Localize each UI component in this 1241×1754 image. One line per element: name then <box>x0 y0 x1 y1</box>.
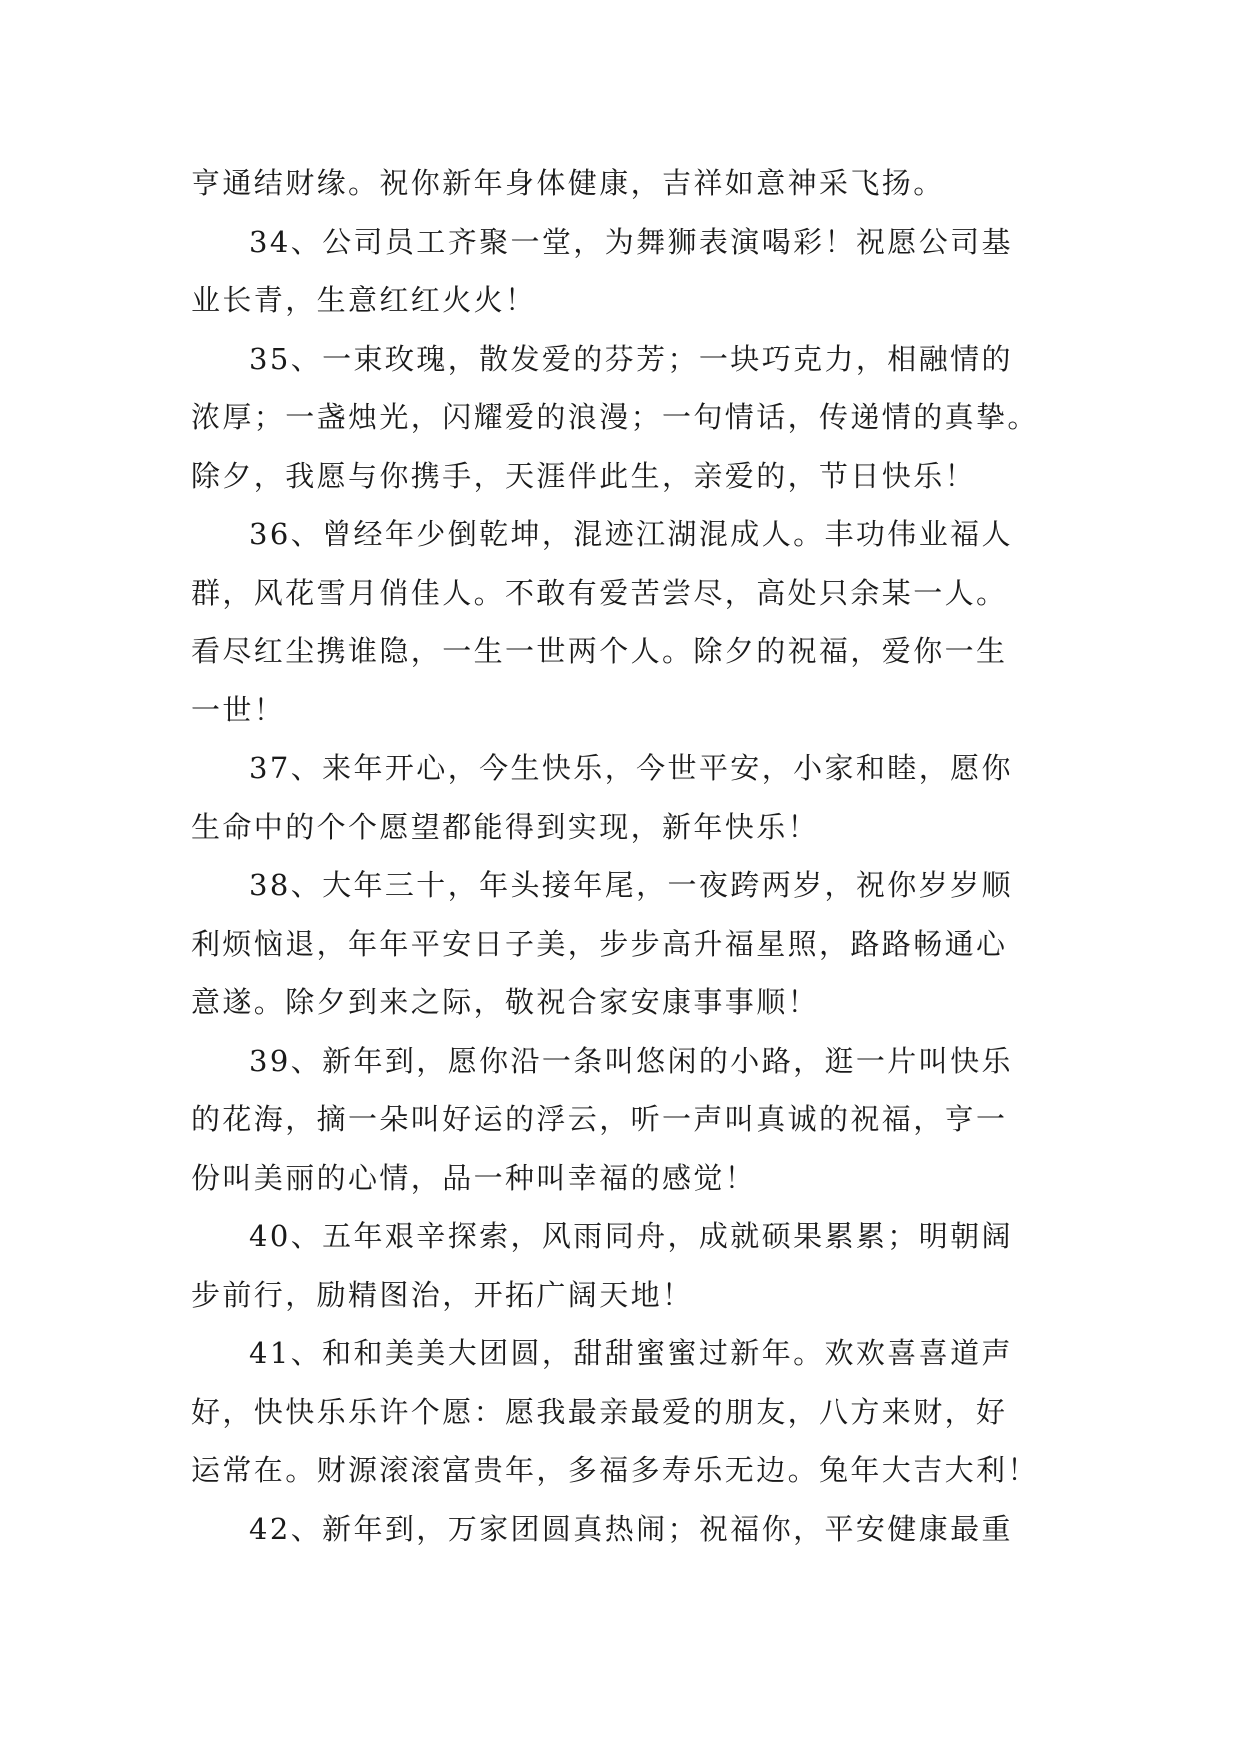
text-line: 一世！ <box>191 692 286 727</box>
text-line: 35、一束玫瑰，散发爱的芬芳；一块巧克力，相融情的 <box>249 341 1013 376</box>
text-line: 41、和和美美大团圆，甜甜蜜蜜过新年。欢欢喜喜道声 <box>249 1336 1013 1370</box>
text-line: 42、新年到，万家团圆真热闹；祝福你，平安健康最重 <box>249 1511 1013 1546</box>
text-line: 40、五年艰辛探索，风雨同舟，成就硕果累累；明朝阔 <box>249 1219 1013 1253</box>
text-line: 意遂。除夕到来之际，敬祝合家安康事事顺！ <box>191 985 820 1019</box>
document-body <box>191 154 1051 1558</box>
text-line: 浓厚；一盏烛光，闪耀爱的浪漫；一句情话，传递情的真挚。 <box>191 400 1039 434</box>
text-line: 37、来年开心，今生快乐，今世平安，小家和睦，愿你 <box>249 751 1013 785</box>
text-line: 39、新年到，愿你沿一条叫悠闲的小路，逛一片叫快乐 <box>249 1043 1013 1078</box>
text-line: 份叫美丽的心情，品一种叫幸福的感觉！ <box>191 1160 757 1195</box>
text-line: 运常在。财源滚滚富贵年，多福多寿乐无边。兔年大吉大利！ <box>191 1453 1039 1487</box>
text-line: 群，风花雪月俏佳人。不敢有爱苦尝尽，高处只余某一人。 <box>191 575 1008 610</box>
text-line: 看尽红尘携谁隐，一生一世两个人。除夕的祝福，爱你一生 <box>191 634 1008 668</box>
text-line: 步前行，励精图治，开拓广阔天地！ <box>191 1277 694 1312</box>
text-line: 利烦恼退，年年平安日子美，步步高升福星照，路路畅通心 <box>191 926 1008 961</box>
text-line: 38、大年三十，年头接年尾，一夜跨两岁，祝你岁岁顺 <box>249 868 1013 902</box>
text-line: 除夕，我愿与你携手，天涯伴此生，亲爱的，节日快乐！ <box>191 458 977 493</box>
text-line: 好，快快乐乐许个愿：愿我最亲最爱的朋友，八方来财，好 <box>191 1394 1008 1429</box>
text-line: 生命中的个个愿望都能得到实现，新年快乐！ <box>191 809 820 844</box>
text-line: 36、曾经年少倒乾坤，混迹江湖混成人。丰功伟业福人 <box>249 517 1013 551</box>
text-line: 的花海，摘一朵叫好运的浮云，听一声叫真诚的祝福，亨一 <box>191 1102 1008 1136</box>
text-line: 业长青，生意红红火火！ <box>191 283 537 317</box>
text-line: 34、公司员工齐聚一堂，为舞狮表演喝彩！祝愿公司基 <box>249 224 1013 259</box>
text-line: 亨通结财缘。祝你新年身体健康，吉祥如意神采飞扬。 <box>191 166 945 200</box>
